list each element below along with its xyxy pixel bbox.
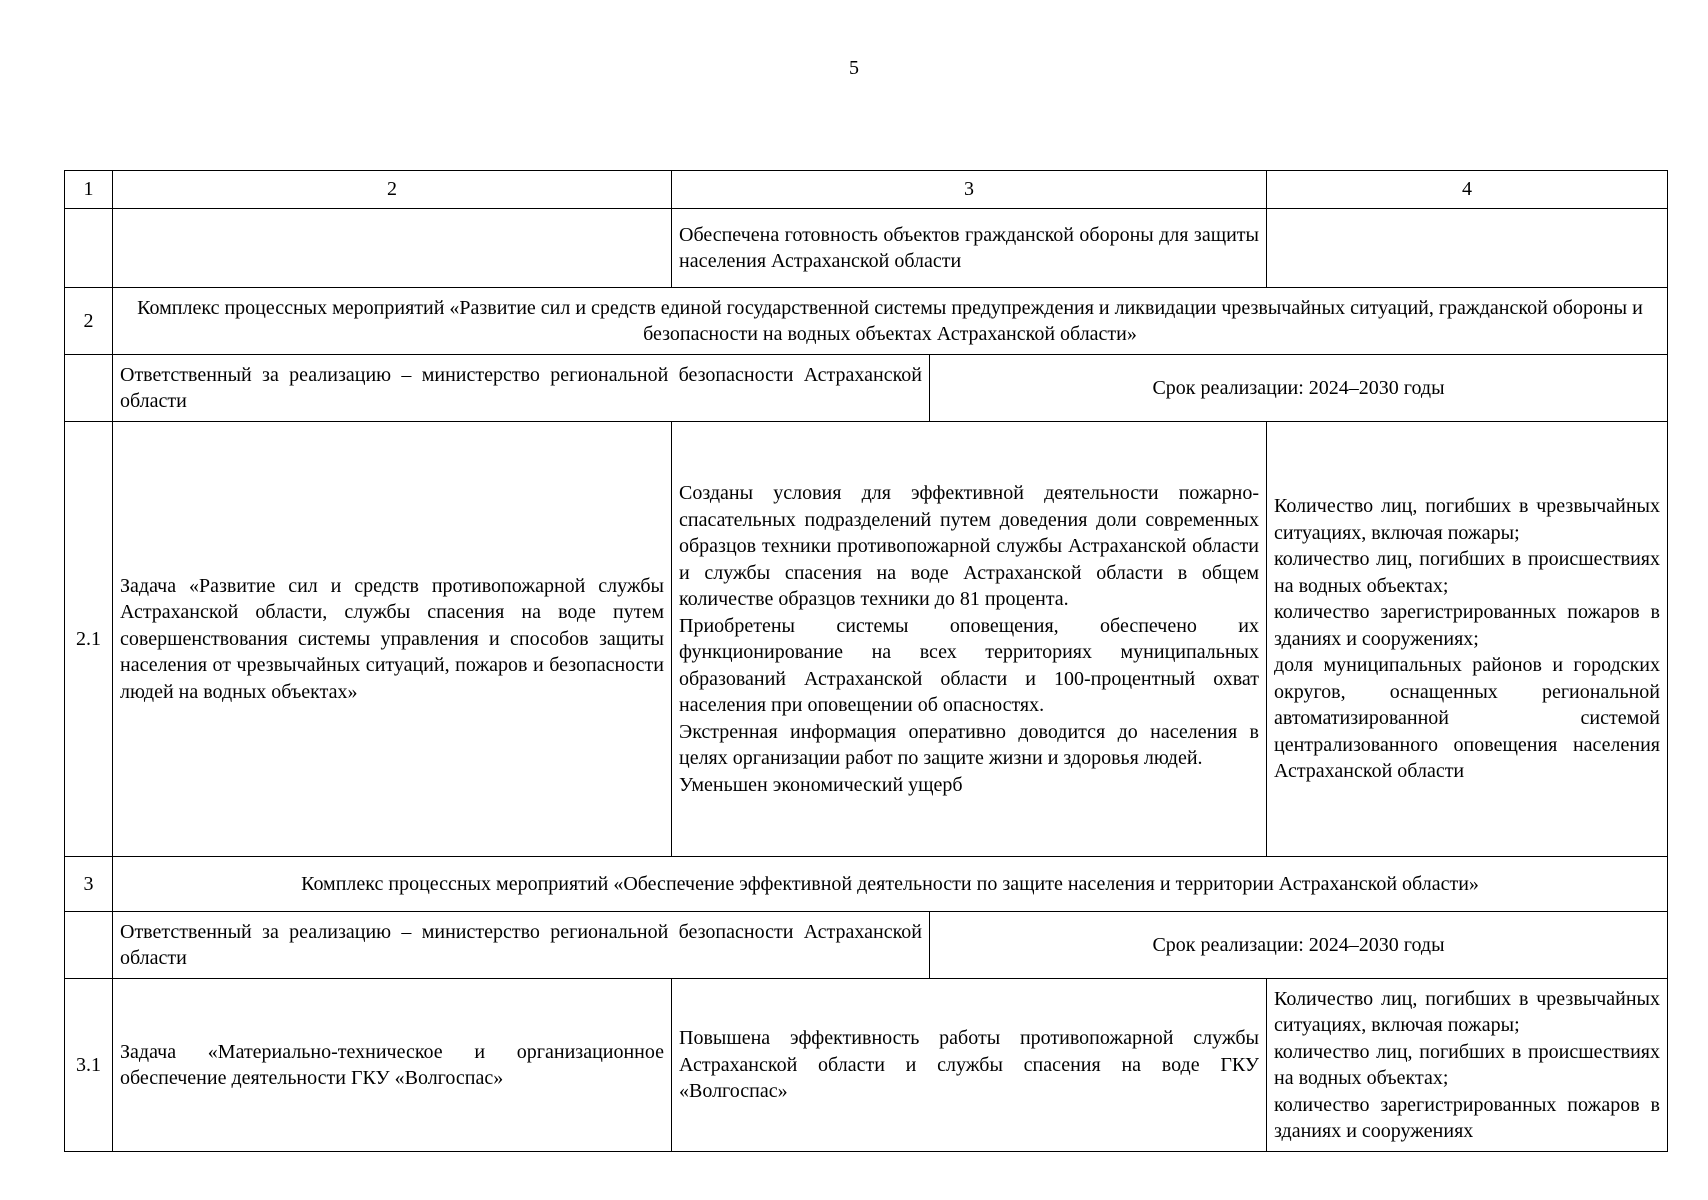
indicator-item: количество лиц, погибших в происшествиях на водных объектах; [1274, 1040, 1660, 1089]
cell-result: Обеспечена готовность объектов гражданской обороны для защиты населения Астраханской области [672, 209, 1267, 288]
result-paragraph: Приобретены системы оповещения, обеспечено их функционирование на всех территориях муниципальных образований Астраханской области и 100-процентный охват населения при оповещении об опасностях. [679, 614, 1259, 716]
header-col-4: 4 [1267, 171, 1668, 209]
indicator-item: количество зарегистрированных пожаров в зданиях и сооружениях; [1274, 601, 1660, 650]
section-row [65, 288, 1668, 355]
indicator-item: Количество лиц, погибших в чрезвычайных ситуациях, включая пожары; [1274, 495, 1660, 544]
result-paragraph: Созданы условия для эффективной деятельности пожарно-спасательных подразделений путем доведения доли современных образцов техники противопожарной службы Астраханской области и службы спасения на воде Астраханской области в общем количестве образцов техники до 81 процента. [679, 482, 1259, 610]
table-row [65, 209, 1668, 288]
responsible-row [65, 912, 1668, 979]
header-col-1: 1 [65, 171, 113, 209]
program-table [64, 170, 1668, 1152]
cell-empty [65, 209, 113, 288]
result-paragraph: Уменьшен экономический ущерб [679, 773, 963, 796]
header-row [65, 171, 1668, 209]
task-text: Задача «Материально-техническое и организационное обеспечение деятельности ГКУ «Волгоспас» [113, 979, 672, 1152]
section-row [65, 857, 1668, 912]
result-paragraph: Экстренная информация оперативно доводится до населения в целях организации работ по защите жизни и здоровья людей. [679, 720, 1259, 769]
cell-empty [1267, 209, 1668, 288]
task-number: 2.1 [65, 422, 113, 857]
term-text: Срок реализации: 2024–2030 годы [930, 355, 1668, 422]
task-indicators [1267, 422, 1668, 857]
page-number: 5 [849, 57, 859, 79]
task-indicators [1267, 979, 1668, 1152]
task-text: Задача «Развитие сил и средств противопожарной службы Астраханской области, службы спасения на воде путем совершенствования системы управления и способов защиты населения от чрезвычайных ситуаций, пожаров и безопасности людей на водных объектах» [113, 422, 672, 857]
indicator-item: Количество лиц, погибших в чрезвычайных ситуациях, включая пожары; [1274, 987, 1660, 1036]
indicator-item: количество зарегистрированных пожаров в зданиях и сооружениях [1274, 1093, 1660, 1142]
section-title: Комплекс процессных мероприятий «Развитие сил и средств единой государственной системы предупреждения и ликвидации чрезвычайных ситуаций, гражданской обороны и безопасности на водных объектах Астраханской области» [113, 288, 1668, 355]
section-number: 2 [65, 288, 113, 355]
header-col-3: 3 [672, 171, 1267, 209]
cell-empty [113, 209, 672, 288]
task-results [672, 422, 1267, 857]
cell-empty [65, 355, 113, 422]
responsible-text: Ответственный за реализацию – министерство региональной безопасности Астраханской области [113, 912, 930, 979]
task-row [65, 422, 1668, 857]
section-number: 3 [65, 857, 113, 912]
responsible-row [65, 355, 1668, 422]
indicator-item: доля муниципальных районов и городских округов, оснащенных региональной автоматизированной системой централизованного оповещения населения Астраханской области [1274, 654, 1660, 783]
task-row [65, 979, 1668, 1152]
responsible-text: Ответственный за реализацию – министерство региональной безопасности Астраханской области [113, 355, 930, 422]
section-title: Комплекс процессных мероприятий «Обеспечение эффективной деятельности по защите населения и территории Астраханской области» [113, 857, 1668, 912]
term-text: Срок реализации: 2024–2030 годы [930, 912, 1668, 979]
indicator-item: количество лиц, погибших в происшествиях на водных объектах; [1274, 548, 1660, 597]
task-result: Повышена эффективность работы противопожарной службы Астраханской области и службы спасения на воде ГКУ «Волгоспас» [672, 979, 1267, 1152]
task-number: 3.1 [65, 979, 113, 1152]
cell-empty [65, 912, 113, 979]
header-col-2: 2 [113, 171, 672, 209]
